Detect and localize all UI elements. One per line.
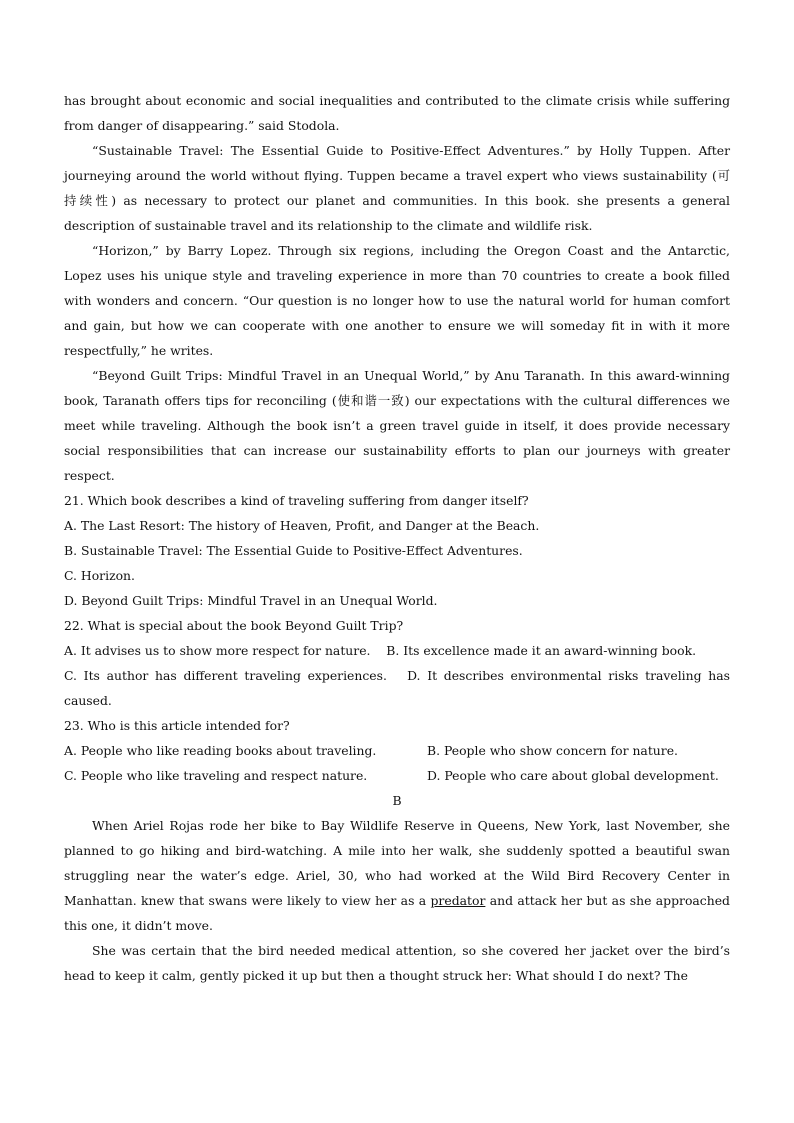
option-d: D. Beyond Guilt Trips: Mindful Travel in an Unequal World. <box>64 593 438 608</box>
option-a: A. The Last Resort: The history of Heaven, Profit, and Danger at the Beach. <box>64 518 540 533</box>
underlined-word-predator: predator <box>430 893 486 908</box>
question-stem: 21. Which book describes a kind of traveling suffering from danger itself? <box>64 493 529 508</box>
option-a: A. It advises us to show more respect for nature. <box>64 643 371 658</box>
option-c: C. Horizon. <box>64 568 135 583</box>
passage-a-paragraph-horizon: “Horizon,” by Barry Lopez. Through six regions, including the Oregon Coast and the Antarctic, Lopez uses his unique style and traveling experience in more than 70 countries to create a book filled with wonders and concern. “Our question is no longer how to use the natural world for human comfort and gain, but how we can cooperate with one another to ensure we will someday fit in with it more respectfully,” he writes. <box>64 243 730 358</box>
passage-a-paragraph-1-end: has brought about economic and social inequalities and contributed to the climate crisis while suffering from danger of disappearing.” said Stodola. <box>64 93 730 133</box>
option-a: A. People who like reading books about traveling. <box>64 743 377 758</box>
section-b-heading: B <box>392 793 402 808</box>
option-d: D. People who care about global development. <box>427 768 719 783</box>
question-23 <box>64 713 730 788</box>
option-b: B. Its excellence made it an award-winning book. <box>386 643 697 658</box>
option-c: C. People who like traveling and respect nature. <box>64 768 368 783</box>
option-d: D. It describes environmental risks traveling has caused. <box>64 668 730 708</box>
passage-b-p1-before: When Ariel Rojas rode her bike to Bay Wildlife Reserve in Queens, New York, last November, she planned to go hiking and bird-watching. A mile into her walk, she suddenly spotted a beautiful swan struggling near the water’s edge. Ariel, 30, who had worked at the Wild Bird Recovery Center in Manhattan. knew that swans were likely to view her as a <box>64 818 730 908</box>
option-c: C. Its author has different traveling experiences. <box>64 668 387 683</box>
options-a-b <box>64 738 730 763</box>
options-c-d <box>64 663 730 713</box>
passage-a-paragraph-beyond-guilt-trips: “Beyond Guilt Trips: Mindful Travel in an Unequal World,” by Anu Taranath. In this award-winning book, Taranath offers tips for reconciling (使和谐一致) our expectations with the cultural differences we meet while traveling. Although the book isn’t a green travel guide in itself, it does provide necessary social responsibilities that can increase our sustainability efforts to plan our journeys with greater respect. <box>64 368 730 483</box>
question-stem: 22. What is special about the book Beyond Guilt Trip? <box>64 618 404 633</box>
passage-b-paragraph-1 <box>64 813 730 938</box>
document-page <box>64 88 730 988</box>
options-c-d <box>64 763 730 788</box>
passage-a-paragraph-sustainable-travel: “Sustainable Travel: The Essential Guide to Positive-Effect Adventures.” by Holly Tuppen. After journeying around the world without flying. Tuppen became a travel expert who views sustainability (可持续性) as necessary to protect our planet and communities. In this book. she presents a general description of sustainable travel and its relationship to the climate and wildlife risk. <box>64 143 730 233</box>
passage-b-p1-after: and attack her but as she approached this one, it didn’t move. <box>64 893 730 933</box>
question-21 <box>64 488 730 613</box>
passage-b-paragraph-2: She was certain that the bird needed medical attention, so she covered her jacket over the bird’s head to keep it calm, gently picked it up but then a thought struck her: What should I do next? The <box>64 943 730 983</box>
question-stem: 23. Who is this article intended for? <box>64 718 290 733</box>
option-b: B. Sustainable Travel: The Essential Guide to Positive-Effect Adventures. <box>64 543 523 558</box>
option-b: B. People who show concern for nature. <box>427 743 678 758</box>
question-22 <box>64 613 730 713</box>
options-a-b <box>64 638 730 663</box>
